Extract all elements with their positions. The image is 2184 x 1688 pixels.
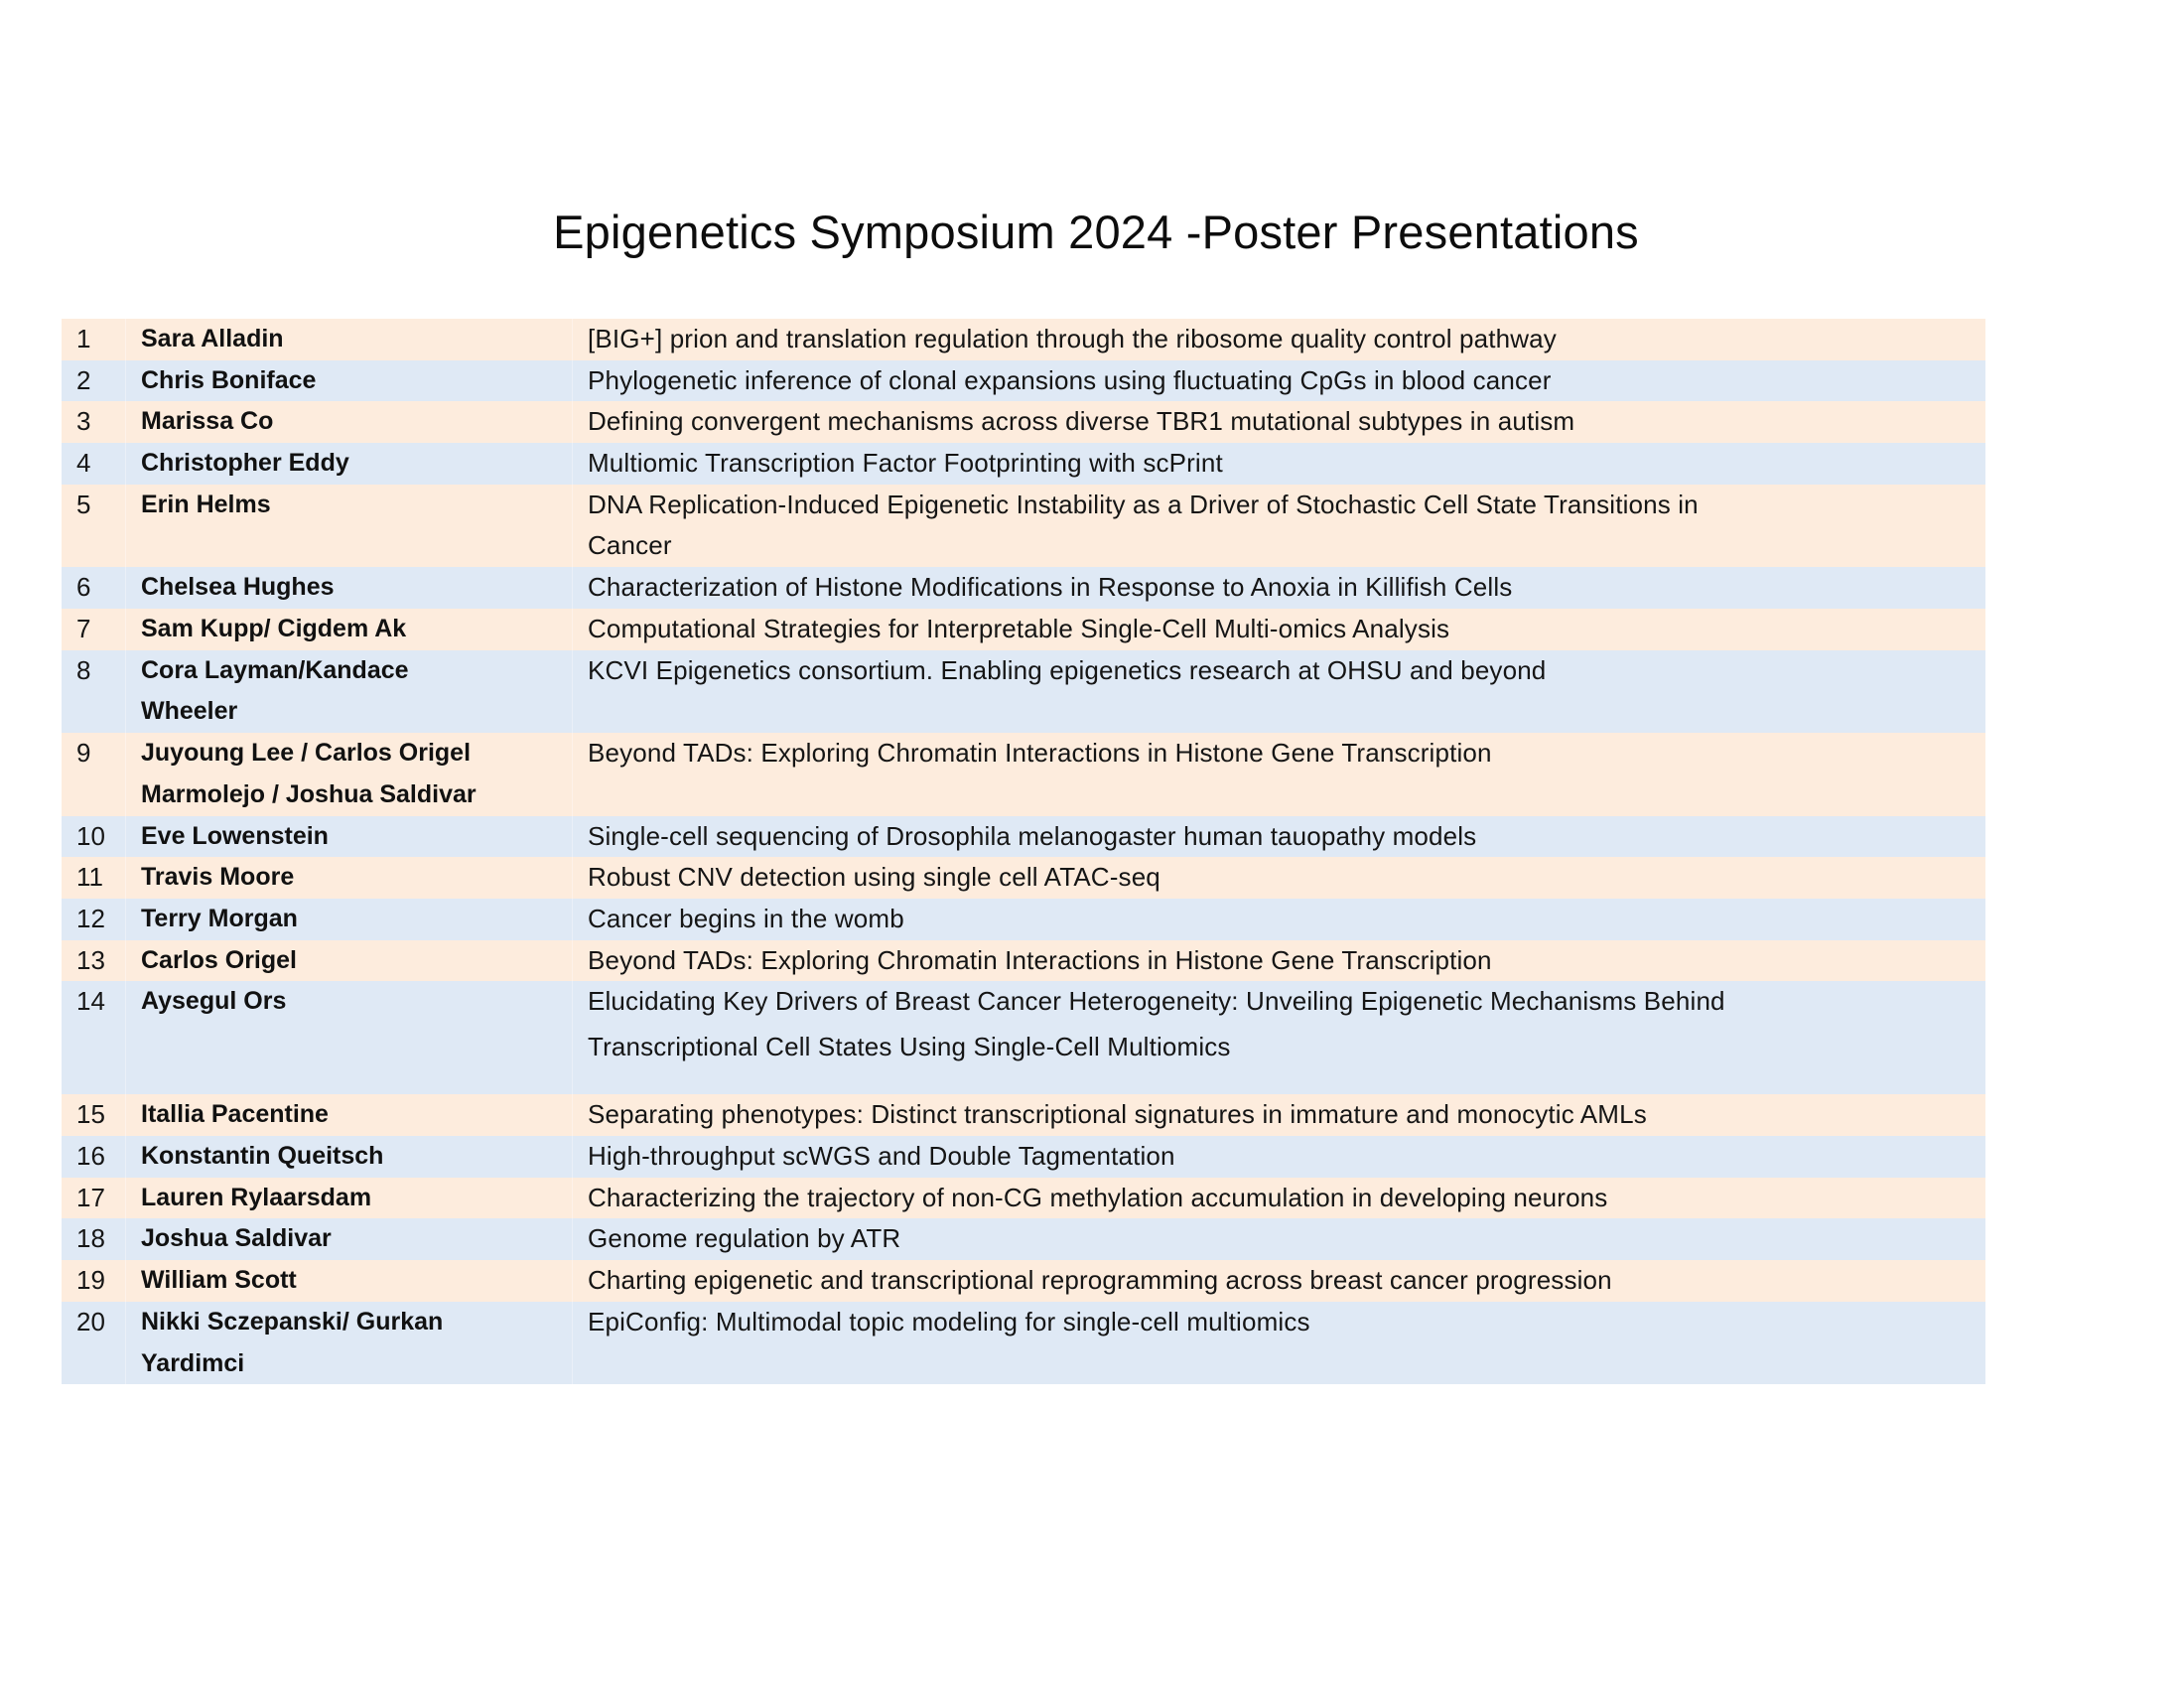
poster-title-cell (572, 360, 1985, 402)
poster-number-cell (62, 1136, 125, 1178)
poster-number: 19 (76, 1265, 105, 1296)
column-divider (125, 733, 126, 816)
column-divider (125, 650, 126, 734)
presenter-name: Sam Kupp/ Cigdem Ak (141, 614, 407, 642)
poster-title: Characterizing the trajectory of non-CG methylation accumulation in developing neurons (588, 1182, 1608, 1212)
poster-title-cell (572, 401, 1985, 443)
poster-title-cell (572, 567, 1985, 609)
poster-row (62, 1260, 1985, 1302)
poster-row (62, 1218, 1985, 1260)
poster-title: Multiomic Transcription Factor Footprinting with scPrint (588, 448, 1223, 479)
column-divider (125, 1094, 126, 1136)
presenter-name: Joshua Saldivar (141, 1224, 332, 1253)
presenter-cell (125, 1218, 572, 1260)
poster-row (62, 1094, 1985, 1136)
column-divider (572, 1302, 573, 1385)
poster-number: 6 (76, 572, 91, 603)
poster-title-cell (572, 1260, 1985, 1302)
poster-title: KCVI Epigenetics consortium. Enabling epigenetics research at OHSU and beyond (588, 654, 1547, 685)
poster-title-cell (572, 1178, 1985, 1219)
column-divider (572, 609, 573, 650)
column-divider (125, 940, 126, 982)
presenter-cell (125, 609, 572, 650)
presenter-name: Chris Boniface (141, 365, 317, 394)
poster-number: 20 (76, 1306, 105, 1336)
poster-title: Charting epigenetic and transcriptional reprogramming across breast cancer progression (588, 1265, 1612, 1296)
presenter-cell (125, 940, 572, 982)
presenter-name: Erin Helms (141, 490, 271, 518)
poster-number: 3 (76, 406, 91, 437)
presenter-name: Sara Alladin (141, 325, 284, 352)
poster-number: 14 (76, 986, 105, 1017)
poster-number-cell (62, 1218, 125, 1260)
poster-number: 15 (76, 1099, 105, 1130)
poster-number: 13 (76, 944, 105, 975)
poster-title-cell (572, 443, 1985, 485)
poster-number: 11 (76, 862, 103, 893)
poster-number-cell (62, 360, 125, 402)
poster-title: Single-cell sequencing of Drosophila melanogaster human tauopathy models (588, 820, 1477, 851)
poster-title-cell (572, 857, 1985, 899)
poster-number-cell (62, 981, 125, 1094)
poster-number-cell (62, 319, 125, 360)
column-divider (572, 485, 573, 568)
presenter-cell (125, 816, 572, 858)
poster-title: Computational Strategies for Interpretable Single-Cell Multi-omics Analysis (588, 613, 1450, 643)
column-divider (572, 401, 573, 443)
column-divider (125, 360, 126, 402)
column-divider (572, 816, 573, 858)
presenter-name: Terry Morgan (141, 905, 298, 932)
poster-number-cell (62, 650, 125, 734)
poster-row (62, 650, 1985, 734)
poster-row (62, 401, 1985, 443)
column-divider (125, 816, 126, 858)
presenter-name: Cora Layman/Kandace (141, 655, 409, 684)
poster-number: 16 (76, 1141, 105, 1172)
presenter-cell (125, 360, 572, 402)
poster-title: Phylogenetic inference of clonal expansions using fluctuating CpGs in blood cancer (588, 364, 1552, 395)
column-divider (572, 857, 573, 899)
presenter-cell (125, 733, 572, 816)
poster-title-cell (572, 609, 1985, 650)
poster-title-cell (572, 319, 1985, 360)
column-divider (125, 485, 126, 568)
poster-number-cell (62, 816, 125, 858)
poster-title: Genome regulation by ATR (588, 1223, 901, 1254)
column-divider (572, 650, 573, 734)
column-divider (572, 899, 573, 940)
poster-row (62, 443, 1985, 485)
poster-row (62, 319, 1985, 360)
poster-title: Cancer (588, 530, 672, 561)
column-divider (572, 733, 573, 816)
column-divider (572, 443, 573, 485)
poster-title-cell (572, 485, 1985, 568)
presenter-cell (125, 485, 572, 568)
poster-number-cell (62, 733, 125, 816)
column-divider (125, 319, 126, 360)
column-divider (125, 1136, 126, 1178)
poster-row (62, 940, 1985, 982)
poster-title-cell (572, 650, 1985, 734)
presenter-name: Carlos Origel (141, 945, 297, 974)
poster-number-cell (62, 940, 125, 982)
poster-number: 2 (76, 364, 91, 395)
presenter-cell (125, 857, 572, 899)
poster-title: Transcriptional Cell States Using Single-Cell Multiomics (588, 1032, 1231, 1062)
poster-table (62, 319, 1985, 1384)
poster-title-cell (572, 940, 1985, 982)
poster-title: Defining convergent mechanisms across diverse TBR1 mutational subtypes in autism (588, 406, 1575, 437)
poster-row (62, 857, 1985, 899)
column-divider (125, 609, 126, 650)
poster-title-cell (572, 981, 1985, 1094)
poster-row (62, 1136, 1985, 1178)
presenter-name: William Scott (141, 1266, 297, 1295)
poster-number-cell (62, 1178, 125, 1219)
poster-title: Separating phenotypes: Distinct transcriptional signatures in immature and monocytic AMLs (588, 1099, 1647, 1130)
column-divider (125, 981, 126, 1094)
presenter-name: Chelsea Hughes (141, 573, 335, 602)
column-divider (125, 443, 126, 485)
poster-number-cell (62, 1260, 125, 1302)
poster-number: 8 (76, 654, 91, 685)
poster-title-cell (572, 1302, 1985, 1385)
poster-number: 4 (76, 448, 91, 479)
poster-title: Robust CNV detection using single cell ATAC-seq (588, 862, 1160, 893)
poster-title-cell (572, 899, 1985, 940)
presenter-cell (125, 1094, 572, 1136)
poster-number: 9 (76, 738, 91, 769)
presenter-cell (125, 319, 572, 360)
column-divider (125, 857, 126, 899)
poster-row (62, 981, 1985, 1094)
column-divider (572, 360, 573, 402)
column-divider (572, 1094, 573, 1136)
poster-row (62, 899, 1985, 940)
presenter-name: Konstantin Queitsch (141, 1142, 384, 1171)
presenter-cell (125, 567, 572, 609)
poster-number-cell (62, 857, 125, 899)
column-divider (125, 1260, 126, 1302)
poster-title-cell (572, 1094, 1985, 1136)
column-divider (572, 1136, 573, 1178)
presenter-name: Travis Moore (141, 863, 295, 892)
poster-number: 5 (76, 489, 91, 519)
poster-title-cell (572, 1136, 1985, 1178)
presenter-name: Lauren Rylaarsdam (141, 1183, 372, 1211)
poster-title: Beyond TADs: Exploring Chromatin Interactions in Histone Gene Transcription (588, 944, 1492, 975)
poster-row (62, 609, 1985, 650)
column-divider (125, 899, 126, 940)
poster-title: Characterization of Histone Modifications in Response to Anoxia in Killifish Cells (588, 572, 1513, 603)
poster-number: 18 (76, 1223, 105, 1254)
poster-title-cell (572, 1218, 1985, 1260)
poster-title: [BIG+] prion and translation regulation through the ribosome quality control pathway (588, 324, 1557, 353)
presenter-cell (125, 443, 572, 485)
presenter-cell (125, 1260, 572, 1302)
poster-number-cell (62, 1302, 125, 1385)
presenter-cell (125, 401, 572, 443)
poster-title: DNA Replication-Induced Epigenetic Instability as a Driver of Stochastic Cell State Transitions in (588, 489, 1699, 519)
presenter-name: Nikki Sczepanski/ Gurkan (141, 1307, 444, 1336)
column-divider (572, 1260, 573, 1302)
column-divider (572, 1178, 573, 1219)
poster-row (62, 1302, 1985, 1385)
page-title: Epigenetics Symposium 2024 -Poster Presentations (553, 206, 1639, 258)
column-divider (125, 401, 126, 443)
column-divider (125, 1178, 126, 1219)
column-divider (572, 940, 573, 982)
poster-title: Cancer begins in the womb (588, 904, 904, 933)
column-divider (572, 319, 573, 360)
poster-row (62, 360, 1985, 402)
poster-number-cell (62, 485, 125, 568)
presenter-name: Eve Lowenstein (141, 821, 329, 850)
column-divider (572, 1218, 573, 1260)
column-divider (572, 567, 573, 609)
column-divider (125, 1218, 126, 1260)
poster-number: 10 (76, 820, 105, 851)
column-divider (572, 981, 573, 1094)
poster-row (62, 816, 1985, 858)
presenter-cell (125, 1178, 572, 1219)
poster-title: EpiConfig: Multimodal topic modeling for single-cell multiomics (588, 1306, 1310, 1336)
poster-title: Elucidating Key Drivers of Breast Cancer Heterogeneity: Unveiling Epigenetic Mechanisms Behind (588, 986, 1725, 1017)
presenter-cell (125, 1302, 572, 1385)
column-divider (125, 1302, 126, 1385)
presenter-name: Itallia Pacentine (141, 1100, 329, 1129)
poster-number: 1 (76, 324, 91, 353)
poster-row (62, 485, 1985, 568)
poster-row (62, 733, 1985, 816)
presenter-cell (125, 899, 572, 940)
poster-number: 17 (76, 1182, 105, 1212)
presenter-name: Yardimci (141, 1348, 245, 1377)
poster-number-cell (62, 899, 125, 940)
poster-title: Beyond TADs: Exploring Chromatin Interactions in Histone Gene Transcription (588, 738, 1492, 769)
presenter-cell (125, 981, 572, 1094)
poster-title: High-throughput scWGS and Double Tagmentation (588, 1141, 1175, 1172)
presenter-name: Marmolejo / Joshua Saldivar (141, 779, 477, 808)
poster-number: 7 (76, 613, 91, 643)
poster-title-cell (572, 733, 1985, 816)
poster-number-cell (62, 401, 125, 443)
presenter-name: Aysegul Ors (141, 987, 287, 1016)
poster-number-cell (62, 1094, 125, 1136)
presenter-cell (125, 1136, 572, 1178)
poster-row (62, 567, 1985, 609)
poster-number-cell (62, 567, 125, 609)
presenter-name: Marissa Co (141, 407, 274, 436)
presenter-name: Wheeler (141, 697, 238, 726)
column-divider (125, 567, 126, 609)
poster-number-cell (62, 609, 125, 650)
poster-title-cell (572, 816, 1985, 858)
presenter-name: Christopher Eddy (141, 449, 349, 478)
poster-row (62, 1178, 1985, 1219)
poster-number-cell (62, 443, 125, 485)
presenter-cell (125, 650, 572, 734)
presenter-name: Juyoung Lee / Carlos Origel (141, 739, 472, 768)
poster-number: 12 (76, 904, 105, 933)
